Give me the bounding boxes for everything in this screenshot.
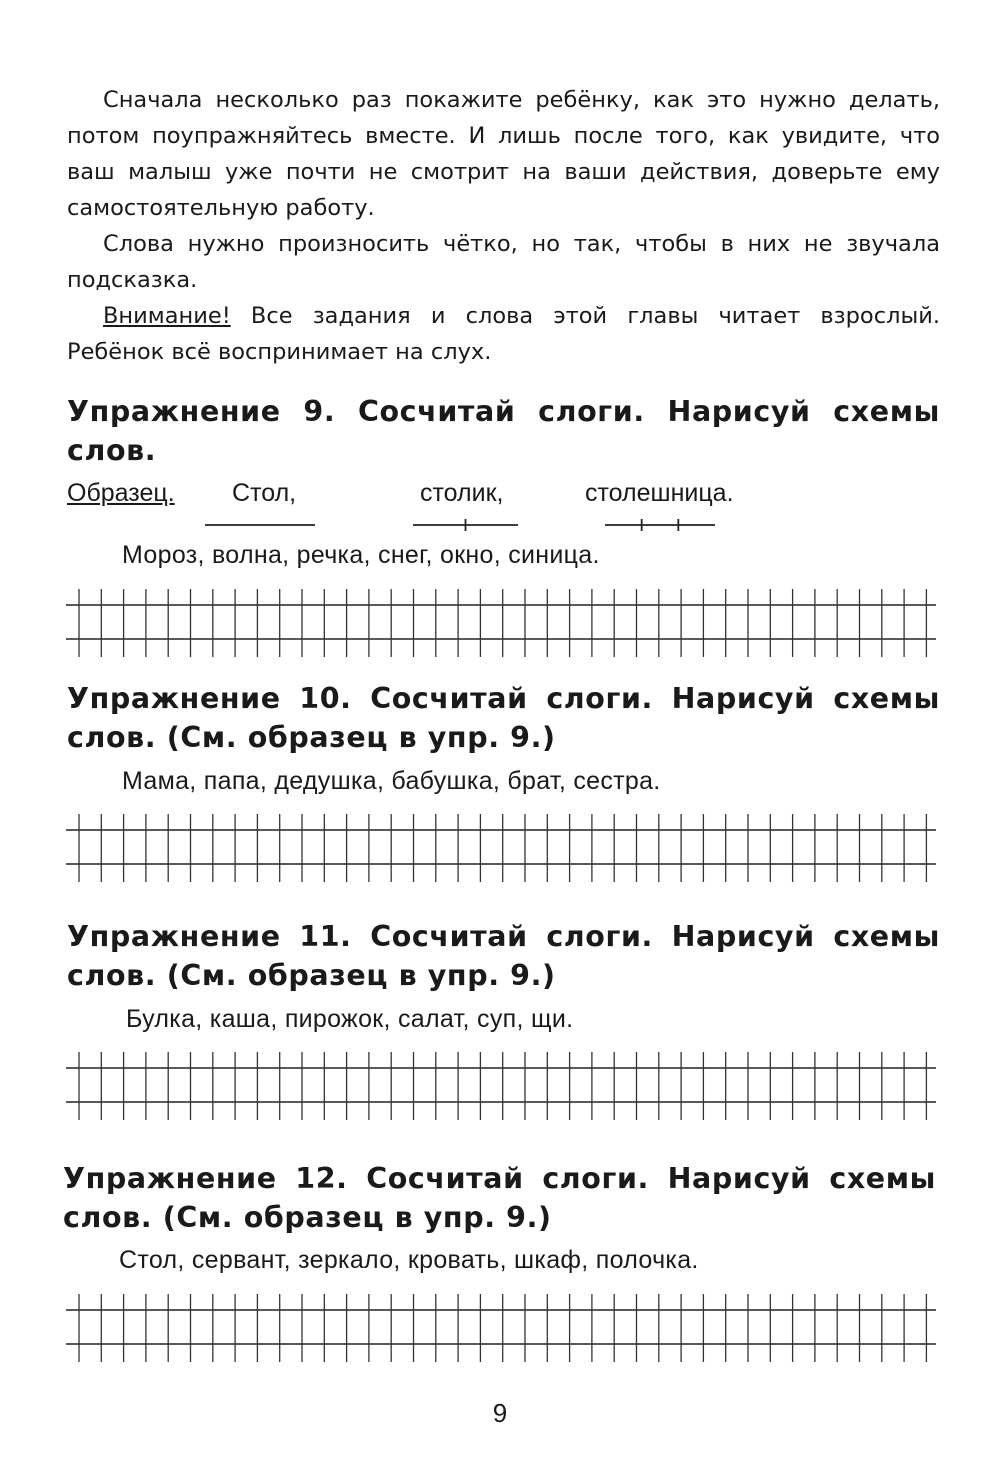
- exercise-10-answer-grid[interactable]: [0, 810, 1000, 890]
- exercise-12-words: Стол, сервант, зеркало, кровать, шкаф, полочка.: [119, 1246, 699, 1274]
- intro-paragraph-1: Сначала несколько раз покажите ребёнку, как это нужно делать, потом поупражняйтесь вместе. И лишь после того, как увидите, что ваш малыш уже почти не смотрит на ваши действия, доверьте ему самостоятельную работу.: [67, 87, 940, 221]
- attention-label: Внимание!: [103, 303, 231, 329]
- intro-paragraph-3: [67, 298, 940, 370]
- sample-word-1: Стол,: [232, 479, 297, 507]
- exercise-12-answer-grid[interactable]: [0, 1290, 1000, 1370]
- exercise-12-title: Упражнение 12. Сосчитай слоги. Нарисуй схемы слов. (См. образец в упр. 9.): [63, 1162, 936, 1234]
- attention-text: Все задания и слова этой главы читает взрослый. Ребёнок всё воспринимает на слух.: [67, 303, 940, 365]
- exercise-11-words: Булка, каша, пирожок, салат, суп, щи.: [126, 1005, 574, 1033]
- scheme-three-syllables: [605, 519, 715, 531]
- exercise-11-title: Упражнение 11. Сосчитай слоги. Нарисуй схемы слов. (См. образец в упр. 9.): [67, 920, 940, 992]
- exercise-9-title: Упражнение 9. Сосчитай слоги. Нарисуй схемы слов.: [67, 395, 940, 467]
- intro-paragraph-2: Слова нужно произносить чётко, но так, чтобы в них не звучала подсказка.: [67, 231, 940, 293]
- exercise-9-answer-grid[interactable]: [0, 585, 1000, 665]
- exercise-10-words: Мама, папа, дедушка, бабушка, брат, сестра.: [122, 767, 661, 795]
- sample-label: Образец.: [67, 479, 175, 507]
- exercise-9-words: Мороз, волна, речка, снег, окно, синица.: [122, 541, 600, 569]
- exercise-11-answer-grid[interactable]: [0, 1048, 1000, 1128]
- page-number: 9: [492, 1398, 508, 1428]
- exercise-10-title: Упражнение 10. Сосчитай слоги. Нарисуй схемы слов. (См. образец в упр. 9.): [67, 682, 940, 754]
- scheme-two-syllables: [413, 519, 518, 531]
- sample-word-3: столешница.: [585, 479, 734, 507]
- intro-text: [67, 82, 940, 370]
- sample-schemes: [205, 515, 725, 535]
- sample-word-2: столик,: [420, 479, 504, 507]
